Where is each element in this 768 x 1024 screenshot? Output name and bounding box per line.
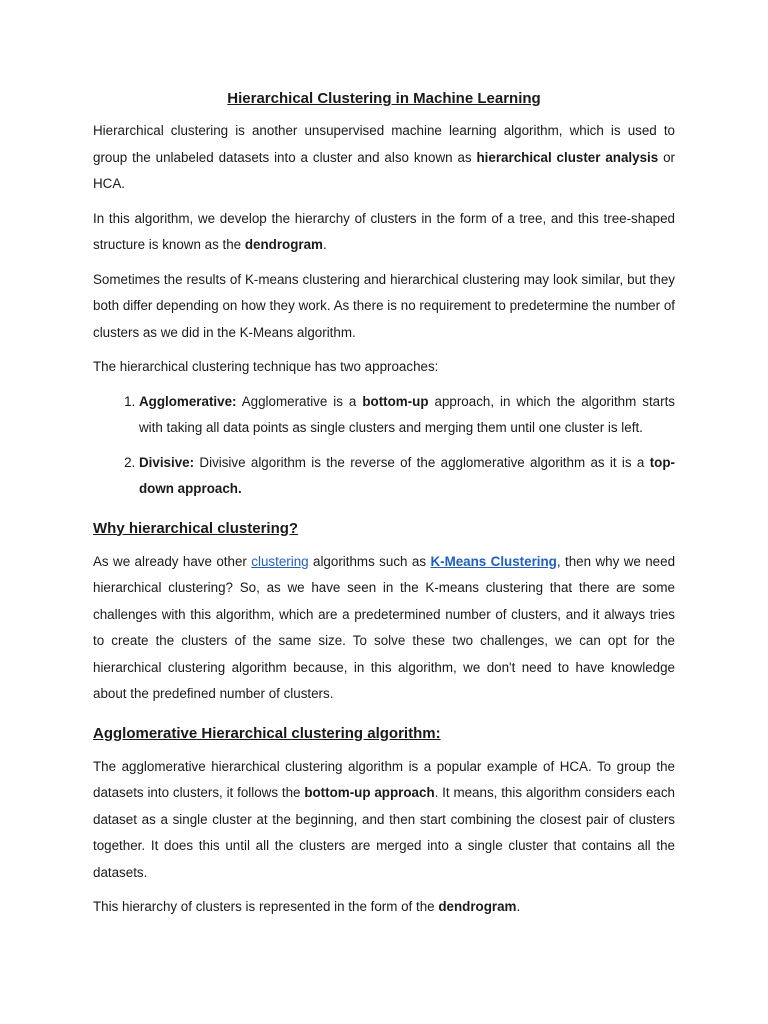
why-paragraph (93, 549, 675, 708)
intro-paragraph-1 (93, 118, 675, 198)
agg-p1-text-a: The agglomerative hierarchical clustering algorithm is a popular example of HCA. To group the datasets into clusters, it follows the (93, 758, 675, 800)
why-text-b: algorithms such as (308, 553, 431, 569)
approach-text-a: Divisive algorithm is the reverse of the agglomerative algorithm as it is a (194, 454, 650, 470)
list-item-divisive (139, 450, 675, 503)
agg-p1-text-c: . It means, this algorithm considers each dataset as a single cluster at the beginning, and then start combining the closest pair of clusters together. It does this until all the clusters are merged into a single cluster that contains all the datasets. (93, 785, 675, 880)
approach-text-a: Agglomerative is a (236, 393, 363, 409)
agglomerative-paragraph-1 (93, 754, 675, 887)
agg-p2-bold: dendrogram (438, 899, 517, 914)
agg-p1-bold: bottom-up approach (304, 785, 435, 800)
agglomerative-paragraph-2 (93, 894, 675, 921)
intro-p2-text-c: . (322, 237, 327, 252)
k-means-clustering-link[interactable]: K-Means Clustering (430, 553, 557, 569)
agg-p2-text-a: This hierarchy of clusters is represented in the form of the (93, 899, 439, 914)
heading-agglomerative-algorithm: Agglomerative Hierarchical clustering algorithm: (93, 724, 441, 742)
list-item-agglomerative (139, 389, 675, 442)
intro-p1-text-c: or HCA. (93, 149, 675, 191)
intro-p2-text-a: In this algorithm, we develop the hierarchy of clusters in the form of a tree, and this tree-shaped structure is known as the (93, 210, 675, 252)
intro-paragraph-2 (93, 206, 675, 259)
approach-text-b: approach, in which the algorithm starts with taking all data points as single clusters and merging them until one cluster is left. (139, 393, 675, 435)
intro-p1-text-a: Hierarchical clustering is another unsupervised machine learning algorithm, which is used to group the unlabeled datasets into a cluster and also known as (93, 123, 675, 165)
agg-p2-text-c: . (516, 899, 521, 914)
intro-p2-bold: dendrogram (244, 237, 323, 252)
clustering-link[interactable]: clustering (251, 553, 309, 569)
approaches-list (93, 389, 675, 503)
heading-why-hierarchical-clustering: Why hierarchical clustering? (93, 519, 299, 537)
approach-bold: top-down approach. (139, 454, 675, 496)
approach-term: Divisive: (139, 454, 195, 470)
approach-bold: bottom-up (362, 393, 429, 409)
page-title: Hierarchical Clustering in Machine Learning (227, 90, 541, 107)
why-text-a: As we already have other (93, 553, 252, 569)
intro-paragraph-3: Sometimes the results of K-means clustering and hierarchical clustering may look similar, but they both differ depending on how they work. As there is no requirement to predetermine the number of clusters as we did in the K-Means algorithm. (93, 271, 675, 340)
intro-p1-bold: hierarchical cluster analysis (476, 149, 659, 165)
why-text-c: , then why we need hierarchical clustering? So, as we have seen in the K-means clustering that there are some challenges with this algorithm, which are a predetermined number of clusters, and it always tries to create the clusters of the same size. To solve these two challenges, we can opt for the hierarchical clustering algorithm because, in this algorithm, we don't need to have knowledge about the predefined number of clusters. (93, 553, 676, 701)
intro-paragraph-4: The hierarchical clustering technique has two approaches: (93, 359, 439, 374)
approach-term: Agglomerative: (139, 393, 237, 409)
